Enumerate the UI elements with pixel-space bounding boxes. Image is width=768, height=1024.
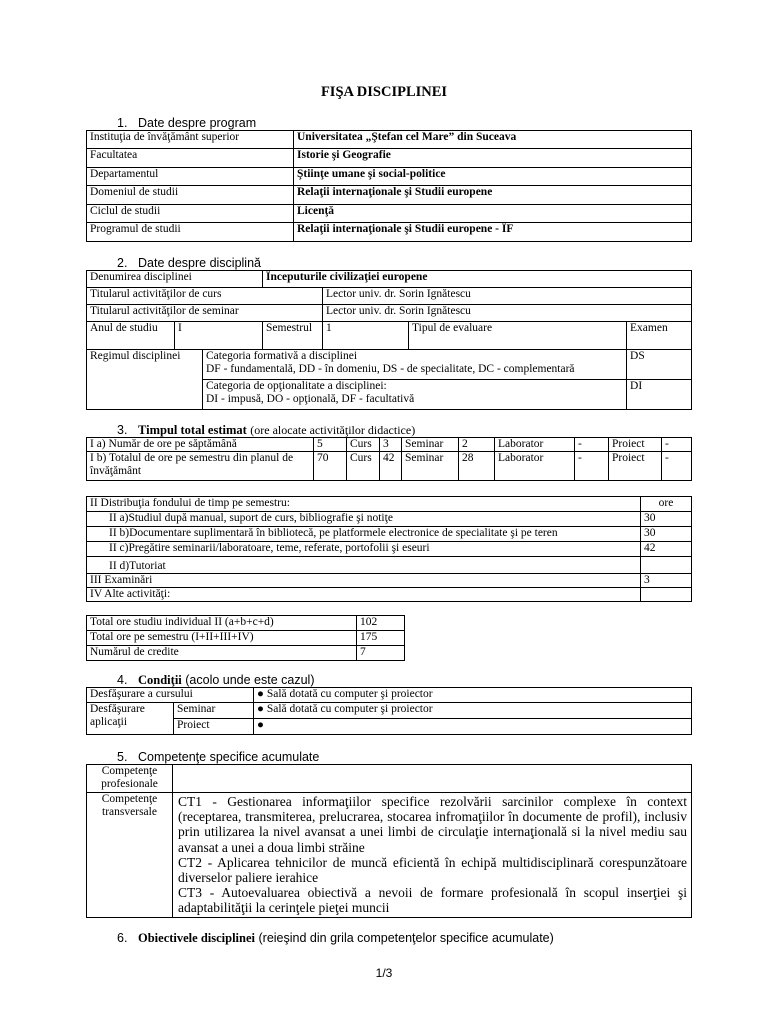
totals-table	[86, 615, 405, 661]
study-year-value: I	[175, 322, 263, 350]
program-value: Istorie şi Geografie	[294, 149, 692, 168]
table-row	[87, 322, 692, 350]
total-value: 175	[357, 631, 405, 646]
conditions-table	[86, 687, 692, 735]
project-label: Proiect	[609, 452, 662, 481]
table-row	[87, 646, 405, 661]
discipline-name-label: Denumirea disciplinei	[87, 271, 263, 288]
table-row	[87, 168, 692, 186]
table-row	[87, 631, 405, 646]
seminar-holder-label: Titularul activităţilor de seminar	[87, 305, 323, 322]
distribution-label: II b)Documentare suplimentară în bibliotecă, pe platformele electronice de specialitate şi pe teren	[87, 527, 641, 542]
section-title: Date despre program	[138, 116, 257, 130]
table-row	[87, 350, 692, 380]
distribution-value: 30	[641, 512, 692, 527]
transversal-competences-label: Competenţe transversale	[87, 793, 173, 918]
hours-table	[86, 437, 692, 481]
professional-competences-value	[173, 765, 692, 793]
total-label: Total ore pe semestru (I+II+III+IV)	[87, 631, 357, 646]
formative-category-title: Categoria formativă a disciplinei	[206, 350, 358, 362]
distribution-value	[641, 557, 692, 574]
course-conditions-label: Desfăşurare a cursului	[87, 688, 254, 703]
distribution-label: II d)Tutoriat	[87, 557, 641, 574]
table-row	[87, 557, 692, 574]
regime-label: Regimul disciplinei	[87, 350, 203, 410]
transversal-competences-value	[173, 793, 692, 918]
course-conditions-value: ● Sală dotată cu computer şi proiector	[254, 688, 692, 703]
distribution-label: II c)Pregătire seminarii/laboratoare, teme, referate, portofolii şi eseuri	[87, 542, 641, 557]
distribution-value	[641, 588, 692, 602]
program-label: Programul de studii	[87, 223, 294, 242]
table-row	[87, 149, 692, 168]
discipline-name-value: Începuturile civilizaţiei europene	[263, 271, 692, 288]
section-1-heading	[117, 116, 256, 130]
project-hours: -	[662, 438, 692, 452]
distribution-label: IV Alte activităţi:	[87, 588, 641, 602]
project-hours: -	[662, 452, 692, 481]
seminar-label: Seminar	[402, 452, 459, 481]
section-number: 2.	[117, 256, 128, 270]
table-row	[87, 588, 692, 602]
section-number: 3.	[117, 423, 128, 437]
program-label: Instituţia de învăţământ superior	[87, 131, 294, 149]
seminar-hours: 2	[459, 438, 495, 452]
section-title-bold: Timpul total estimat	[138, 423, 247, 437]
distribution-label: III Examinări	[87, 574, 641, 588]
credits-value: 7	[357, 646, 405, 661]
document-title: FIŞA DISCIPLINEI	[320, 84, 448, 100]
seminar-label: Seminar	[174, 703, 254, 719]
table-row	[87, 719, 692, 735]
table-row	[87, 452, 692, 481]
formative-category-value: DS	[627, 350, 692, 380]
lab-hours: -	[575, 452, 609, 481]
competence-ct1: CT1 - Gestionarea informaţiilor specifice rezolvării sarcinilor complexe în context (receptarea, transmiterea, prelucrarea, stocarea infromaţiilor în documente de profil), inclusiv prin utilizarea la nivel avansat a unei limbi de circulaţie internaţională si la nivel mediu sau avansat a unei a doua limbi străine	[178, 794, 687, 855]
formative-category	[203, 350, 627, 380]
program-value: Licenţă	[294, 205, 692, 223]
table-row	[87, 186, 692, 205]
table-row	[87, 497, 692, 512]
course-hours: 42	[380, 452, 402, 481]
table-row	[87, 288, 692, 305]
section-2-heading	[117, 256, 261, 270]
section-title: Competenţe specifice acumulate	[138, 750, 320, 764]
section-number: 5.	[117, 750, 128, 764]
section-5-heading	[117, 750, 319, 764]
section-3-heading	[117, 423, 415, 438]
section-number: 1.	[117, 116, 128, 130]
table-row	[87, 205, 692, 223]
section-number: 6.	[117, 931, 128, 945]
competence-ct2: CT2 - Aplicarea tehnicilor de muncă eficientă în echipă multidisciplinară corespunzătoare diverselor paliere ierahice	[178, 854, 687, 886]
evaluation-type-label: Tipul de evaluare	[409, 322, 627, 350]
distribution-label: II a)Studiul după manual, suport de curs, bibliografie şi notiţe	[87, 512, 641, 527]
total-value: 102	[357, 616, 405, 631]
study-year-label: Anul de studiu	[87, 322, 175, 350]
course-label: Curs	[347, 438, 380, 452]
section-title-rest: (reieşind din grila competenţelor specifice acumulate)	[258, 931, 554, 945]
table-row	[87, 271, 692, 288]
evaluation-type-value: Examen	[627, 322, 692, 350]
table-row	[87, 527, 692, 542]
table-row	[87, 512, 692, 527]
seminar-label: Seminar	[402, 438, 459, 452]
program-value: Ştiinţe umane şi social-politice	[294, 168, 692, 186]
professional-competences-label: Competenţe profesionale	[87, 765, 173, 793]
program-value: Universitatea „Ştefan cel Mare” din Suceava	[294, 131, 692, 149]
table-row	[87, 438, 692, 452]
program-label: Ciclul de studii	[87, 205, 294, 223]
course-holder-label: Titularul activităţilor de curs	[87, 288, 323, 305]
credits-label: Numărul de credite	[87, 646, 357, 661]
seminar-holder-value: Lector univ. dr. Sorin Ignătescu	[323, 305, 692, 322]
section-title-rest: (acolo unde este cazul)	[185, 673, 315, 687]
semester-label: Semestrul	[263, 322, 323, 350]
project-label: Proiect	[174, 719, 254, 735]
formative-category-desc: DF - fundamentală, DD - în domeniu, DS - de specialitate, DC - complementară	[206, 363, 575, 375]
semester-value: 1	[323, 322, 409, 350]
program-label: Domeniul de studii	[87, 186, 294, 205]
applications-label: Desfăşurare aplicaţii	[87, 703, 174, 735]
program-label: Departamentul	[87, 168, 294, 186]
section-title-bold: Obiectivele disciplinei	[138, 931, 256, 945]
table-row	[87, 688, 692, 703]
hours-unit: ore	[641, 497, 692, 512]
distribution-value: 42	[641, 542, 692, 557]
project-label: Proiect	[609, 438, 662, 452]
hours-total: 70	[314, 452, 347, 481]
seminar-conditions-value: ● Sală dotată cu computer şi proiector	[254, 703, 692, 719]
program-value: Relaţii internaţionale şi Studii europene	[294, 186, 692, 205]
optionality-category-value: DI	[627, 380, 692, 410]
distribution-value: 30	[641, 527, 692, 542]
seminar-hours: 28	[459, 452, 495, 481]
program-label: Facultatea	[87, 149, 294, 168]
program-table	[86, 130, 692, 242]
table-row	[87, 305, 692, 322]
lab-label: Laborator	[495, 452, 575, 481]
lab-label: Laborator	[495, 438, 575, 452]
table-row	[87, 703, 692, 719]
distribution-header: II Distribuţia fondului de timp pe semestru:	[87, 497, 641, 512]
hours-row-label: I a) Număr de ore pe săptămână	[87, 438, 314, 452]
table-row	[87, 765, 692, 793]
page-number: 1/3	[375, 966, 393, 980]
table-row	[87, 793, 692, 918]
section-6-heading	[117, 931, 554, 946]
section-title-rest: (ore alocate activităţilor didactice)	[250, 423, 416, 437]
hours-row-label: I b) Totalul de ore pe semestru din planul de învăţământ	[87, 452, 314, 481]
course-label: Curs	[347, 452, 380, 481]
hours-total: 5	[314, 438, 347, 452]
section-4-heading	[117, 673, 315, 688]
competences-table	[86, 764, 692, 918]
section-title: Date despre disciplină	[138, 256, 261, 270]
optionality-category-title: Categoria de opţionalitate a disciplinei:	[206, 380, 387, 392]
distribution-value: 3	[641, 574, 692, 588]
section-number: 4.	[117, 673, 128, 687]
table-row	[87, 131, 692, 149]
table-row	[87, 542, 692, 557]
optionality-category-desc: DI - impusă, DO - opţională, DF - facultativă	[206, 393, 415, 405]
project-conditions-value: ●	[254, 719, 692, 735]
discipline-table	[86, 270, 692, 410]
optionality-category	[203, 380, 627, 410]
section-title-bold: Condiţii	[138, 673, 182, 687]
course-hours: 3	[380, 438, 402, 452]
table-row	[87, 574, 692, 588]
time-distribution-table	[86, 496, 692, 602]
table-row	[87, 616, 405, 631]
table-row	[87, 223, 692, 242]
program-value: Relaţii internaţionale şi Studii europene - ÎF	[294, 223, 692, 242]
competence-ct3: CT3 - Autoevaluarea obiectivă a nevoii de formare profesională în scopul inserţiei şi adaptabilităţii la cerinţele pieţei muncii	[178, 885, 687, 916]
lab-hours: -	[575, 438, 609, 452]
total-label: Total ore studiu individual II (a+b+c+d)	[87, 616, 357, 631]
course-holder-value: Lector univ. dr. Sorin Ignătescu	[323, 288, 692, 305]
